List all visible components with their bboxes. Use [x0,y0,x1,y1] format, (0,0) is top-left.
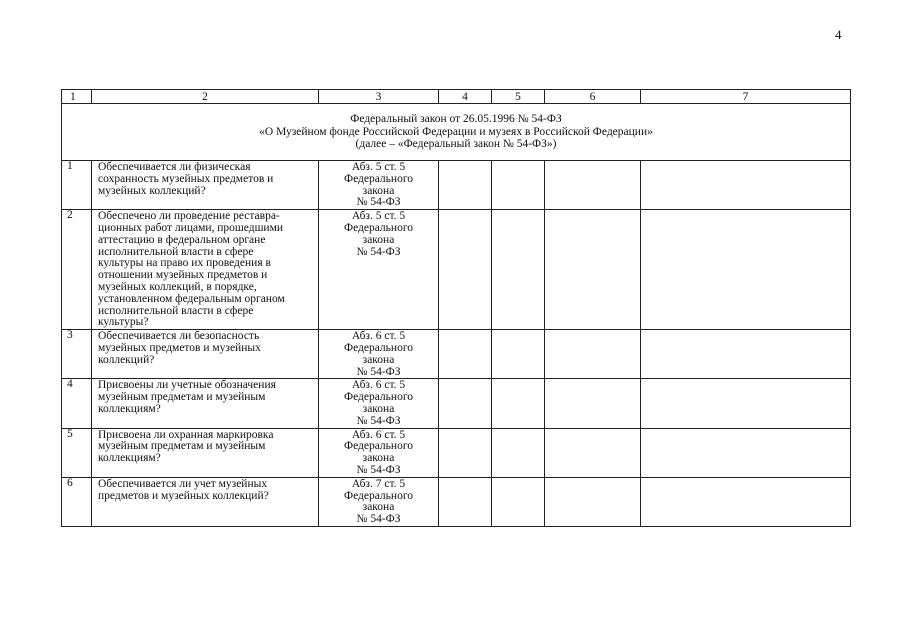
legal-basis-line: Абз. 6 ст. 5 [351,330,406,343]
legal-basis-line: Федерального [343,172,414,185]
legal-basis-cell [319,477,439,526]
legal-basis-line: закона [362,452,395,465]
legal-basis-line: закона [362,501,395,514]
section-title-line-1: Федеральный закон от 26.05.1996 № 54-ФЗ [350,113,562,126]
section-header-row [62,104,851,161]
question-text-line: установленном федеральным органом [98,292,285,305]
legal-basis-cell [319,210,439,330]
section-title [62,104,851,161]
legal-basis-line: № 54-ФЗ [356,463,401,476]
notes-cell[interactable] [641,330,851,379]
legal-basis-line: Абз. 7 ст. 5 [351,477,406,490]
notes-cell[interactable] [641,428,851,477]
question-text-line: Обеспечено ли проведение реставра- [98,210,280,223]
question-text-line: музейным предметам и музейным [98,391,266,404]
row-number: 3 [62,330,92,379]
table-row [62,477,851,526]
question-text-line: Обеспечивается ли учет музейных [98,477,268,490]
column-number-7: 7 [641,90,851,104]
not-applicable-cell[interactable] [545,210,641,330]
legal-basis-cell [319,379,439,428]
legal-basis-line: закона [362,353,395,366]
question-text-line: коллекциям? [98,452,161,465]
row-number: 2 [62,210,92,330]
legal-basis-line: Абз. 6 ст. 5 [351,428,406,441]
table-row [62,161,851,210]
not-applicable-cell[interactable] [545,330,641,379]
question-cell [92,161,319,210]
column-number-6: 6 [545,90,641,104]
answer-no-cell[interactable] [492,477,545,526]
legal-basis-line: № 54-ФЗ [356,414,401,427]
question-cell [92,477,319,526]
answer-no-cell[interactable] [492,161,545,210]
question-text-line: сохранность музейных предметов и [98,172,274,185]
not-applicable-cell[interactable] [545,379,641,428]
column-number-row [62,90,851,104]
table-row [62,330,851,379]
answer-yes-cell[interactable] [439,477,492,526]
row-number: 5 [62,428,92,477]
row-number: 4 [62,379,92,428]
legal-basis-line: Федерального [343,489,414,502]
column-number-1: 1 [62,90,92,104]
legal-basis-line: Абз. 5 ст. 5 [351,210,406,223]
question-text-line: исполнительной власти в сфере [98,245,254,258]
question-cell [92,428,319,477]
row-number: 6 [62,477,92,526]
not-applicable-cell[interactable] [545,477,641,526]
legal-basis-line: закона [362,402,395,415]
column-number-5: 5 [492,90,545,104]
question-cell [92,379,319,428]
question-text-line: Обеспечивается ли безопасность [98,330,260,343]
legal-basis-line: Федерального [343,440,414,453]
legal-basis-line: № 54-ФЗ [356,365,401,378]
question-text-line: культуры на право их проведения в [98,257,271,270]
legal-basis-line: Абз. 5 ст. 5 [351,161,406,173]
question-text-line: коллекциям? [98,402,161,415]
answer-yes-cell[interactable] [439,379,492,428]
answer-yes-cell[interactable] [439,428,492,477]
row-number: 1 [62,161,92,210]
question-text-line: музейных коллекций, в порядке, [98,280,257,293]
legal-basis-line: № 54-ФЗ [356,196,401,209]
question-text-line: исполнительной власти в сфере [98,304,254,317]
notes-cell[interactable] [641,379,851,428]
legal-basis-line: № 54-ФЗ [356,513,401,526]
legal-basis-line: Абз. 6 ст. 5 [351,379,406,392]
question-text-line: ционных работ лицами, прошедшими [98,221,284,234]
question-text-line: предметов и музейных коллекций? [98,489,269,502]
section-title-line-3: (далее – «Федеральный закон № 54-ФЗ») [355,138,557,151]
table-row [62,428,851,477]
answer-no-cell[interactable] [492,330,545,379]
notes-cell[interactable] [641,210,851,330]
legal-basis-line: Федерального [343,341,414,354]
answer-no-cell[interactable] [492,210,545,330]
legal-basis-cell [319,428,439,477]
column-number-3: 3 [319,90,439,104]
legal-basis-line: Федерального [343,391,414,404]
question-text-line: музейным предметам и музейным [98,440,266,453]
question-cell [92,330,319,379]
column-number-4: 4 [439,90,492,104]
question-text-line: музейных коллекций? [98,184,206,197]
legal-basis-line: закона [362,233,395,246]
answer-yes-cell[interactable] [439,210,492,330]
legal-basis-cell [319,161,439,210]
notes-cell[interactable] [641,477,851,526]
answer-yes-cell[interactable] [439,330,492,379]
legal-basis-cell [319,330,439,379]
legal-basis-line: Федерального [343,221,414,234]
table-row [62,210,851,330]
table-row [62,379,851,428]
question-text-line: Обеспечивается ли физическая [98,161,251,173]
checklist-table [61,89,851,527]
column-number-2: 2 [92,90,319,104]
question-text-line: Присвоены ли учетные обозначения [98,379,276,392]
answer-yes-cell[interactable] [439,161,492,210]
answer-no-cell[interactable] [492,428,545,477]
question-text-line: аттестацию в федеральном органе [98,233,266,246]
not-applicable-cell[interactable] [545,428,641,477]
answer-no-cell[interactable] [492,379,545,428]
notes-cell[interactable] [641,161,851,210]
question-text-line: коллекций? [98,353,155,366]
question-text-line: культуры? [98,316,149,329]
question-text-line: музейных предметов и музейных [98,341,261,354]
section-title-line-2: «О Музейном фонде Российской Федерации и музеях в Российской Федерации» [259,125,653,138]
question-text-line: отношении музейных предметов и [98,269,268,282]
page-number: 4 [835,27,842,42]
not-applicable-cell[interactable] [545,161,641,210]
question-text-line: Присвоена ли охранная маркировка [98,428,274,441]
legal-basis-line: № 54-ФЗ [356,245,401,258]
legal-basis-line: закона [362,184,395,197]
question-cell [92,210,319,330]
